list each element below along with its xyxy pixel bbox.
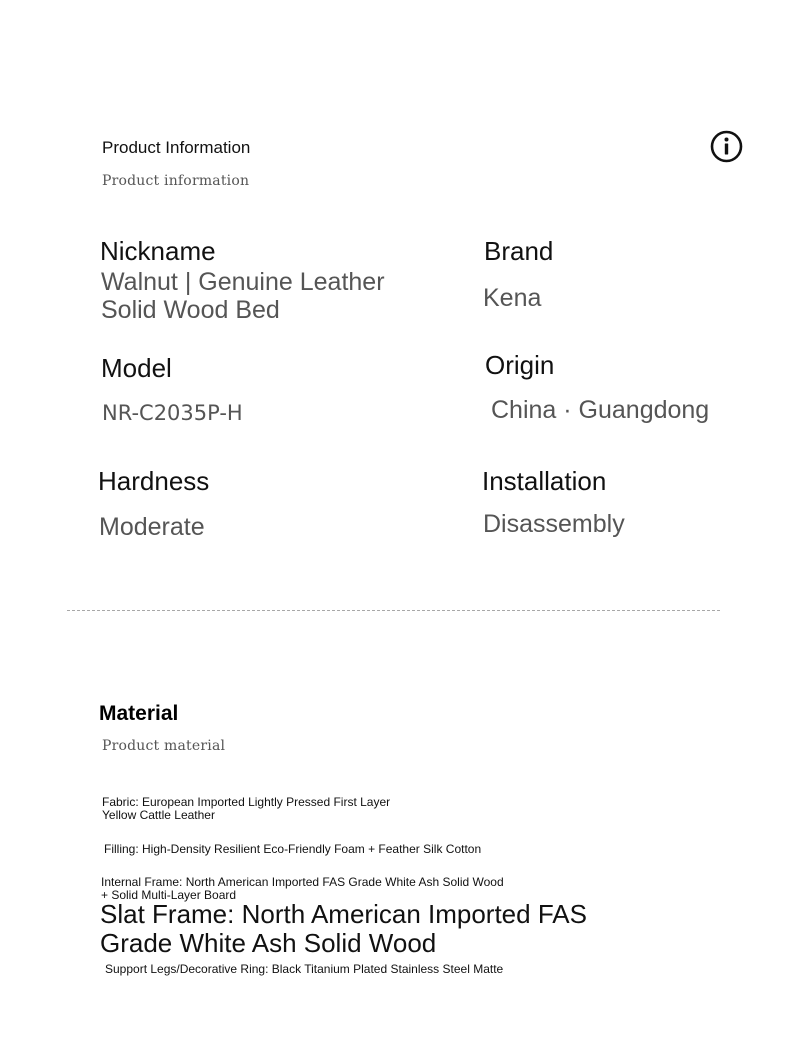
material-title: Material <box>99 702 179 725</box>
material-item-internal-frame: Internal Frame: North American Imported FAS Grade White Ash Solid Wood + Solid Multi-Layer Board <box>101 875 504 902</box>
material-item-support-legs: Support Legs/Decorative Ring: Black Titanium Plated Stainless Steel Matte <box>105 962 504 976</box>
origin-value: China · Guangdong <box>491 396 710 424</box>
model-value: NR-C2035P-H <box>102 401 243 425</box>
origin-label: Origin <box>485 350 555 380</box>
hardness-label: Hardness <box>98 466 210 496</box>
material-subtitle: Product material <box>102 738 226 754</box>
installation-label: Installation <box>482 466 607 496</box>
product-info-subtitle: Product information <box>102 173 250 189</box>
brand-label: Brand <box>484 236 554 266</box>
brand-value: Kena <box>483 284 542 312</box>
product-info-title: Product Information <box>102 138 251 157</box>
nickname-value: Walnut | Genuine Leather Solid Wood Bed <box>101 268 385 324</box>
model-label: Model <box>101 353 172 383</box>
installation-value: Disassembly <box>483 510 625 538</box>
material-item-slat-frame: Slat Frame: North American Imported FAS Grade White Ash Solid Wood <box>100 899 587 958</box>
section-divider <box>67 610 720 611</box>
info-circle-icon <box>710 130 743 163</box>
material-item-filling: Filling: High-Density Resilient Eco-Friendly Foam + Feather Silk Cotton <box>104 842 482 856</box>
material-item-fabric: Fabric: European Imported Lightly Pressed First Layer Yellow Cattle Leather <box>102 795 391 822</box>
nickname-label: Nickname <box>100 236 216 266</box>
hardness-value: Moderate <box>99 513 205 541</box>
